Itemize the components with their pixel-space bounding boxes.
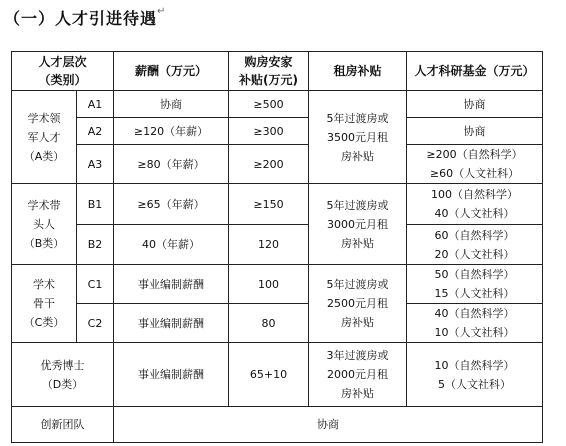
category-a-cell: 学术领 军人才 （A类） xyxy=(12,91,77,184)
salary-cell: 事业编制薪酬 xyxy=(114,304,229,343)
section-title xyxy=(4,6,166,29)
category-c-cell: 学术 骨干 （C类） xyxy=(12,265,77,343)
team-value-cell: 协商 xyxy=(114,407,543,443)
col-header-level: 人才层次 （类别） xyxy=(12,52,114,91)
housing-cell: 120 xyxy=(229,225,309,265)
col-header-housing: 购房安家 补贴(万元) xyxy=(229,52,309,91)
col-header-rent: 租房补贴 xyxy=(309,52,407,91)
housing-cell: 65+10 xyxy=(229,343,309,407)
table-row-b1 xyxy=(12,184,543,225)
code-cell: B1 xyxy=(77,184,114,225)
salary-cell: 协商 xyxy=(114,91,229,118)
talent-benefits-table xyxy=(11,51,543,443)
table-row-a3 xyxy=(12,145,543,184)
research-cell: 协商 xyxy=(407,118,543,145)
salary-cell: 事业编制薪酬 xyxy=(114,265,229,304)
category-d-cell: 优秀博士 （D类） xyxy=(12,343,114,407)
table-row-a1 xyxy=(12,91,543,118)
code-cell: B2 xyxy=(77,225,114,265)
code-cell: C1 xyxy=(77,265,114,304)
housing-cell: ≥150 xyxy=(229,184,309,225)
rent-cell-c: 5年过渡房或 2500元月租 房补贴 xyxy=(309,265,407,343)
salary-cell: ≥80（年薪） xyxy=(114,145,229,184)
table-row-b2 xyxy=(12,225,543,265)
research-cell: 60（自然科学） 20（人文社科） xyxy=(407,225,543,265)
housing-cell: 100 xyxy=(229,265,309,304)
research-cell: 100（自然科学） 40（人文社科） xyxy=(407,184,543,225)
salary-cell: ≥65（年薪） xyxy=(114,184,229,225)
code-cell: A1 xyxy=(77,91,114,118)
research-cell: 50（自然科学） 15（人文社科） xyxy=(407,265,543,304)
research-cell: 协商 xyxy=(407,91,543,118)
housing-cell: ≥300 xyxy=(229,118,309,145)
code-cell: A3 xyxy=(77,145,114,184)
code-cell: C2 xyxy=(77,304,114,343)
rent-cell-d: 3年过渡房或 2000元月租 房补贴 xyxy=(309,343,407,407)
col-header-salary: 薪酬（万元） xyxy=(114,52,229,91)
paragraph-mark-icon: ↵ xyxy=(157,6,167,17)
table-row-a2 xyxy=(12,118,543,145)
research-cell: 10（自然科学） 5（人文社科） xyxy=(407,343,543,407)
header-row xyxy=(12,52,543,91)
code-cell: A2 xyxy=(77,118,114,145)
research-cell: 40（自然科学） 10（人文社科） xyxy=(407,304,543,343)
rent-cell-a: 5年过渡房或 3500元月租 房补贴 xyxy=(309,91,407,184)
housing-cell: ≥500 xyxy=(229,91,309,118)
category-team-cell: 创新团队 xyxy=(12,407,114,443)
section-title-text: （一）人才引进待遇 xyxy=(4,9,158,28)
salary-cell: ≥120（年薪） xyxy=(114,118,229,145)
table-row-c1 xyxy=(12,265,543,304)
salary-cell: 事业编制薪酬 xyxy=(114,343,229,407)
salary-cell: 40（年薪） xyxy=(114,225,229,265)
housing-cell: 80 xyxy=(229,304,309,343)
research-cell: ≥200（自然科学） ≥60（人文社科） xyxy=(407,145,543,184)
housing-cell: ≥200 xyxy=(229,145,309,184)
table-row-d xyxy=(12,343,543,407)
table-row-c2 xyxy=(12,304,543,343)
col-header-research: 人才科研基金（万元） xyxy=(407,52,543,91)
table-row-team xyxy=(12,407,543,443)
category-b-cell: 学术带 头人 （B类） xyxy=(12,184,77,265)
rent-cell-b: 5年过渡房或 3000元月租 房补贴 xyxy=(309,184,407,265)
